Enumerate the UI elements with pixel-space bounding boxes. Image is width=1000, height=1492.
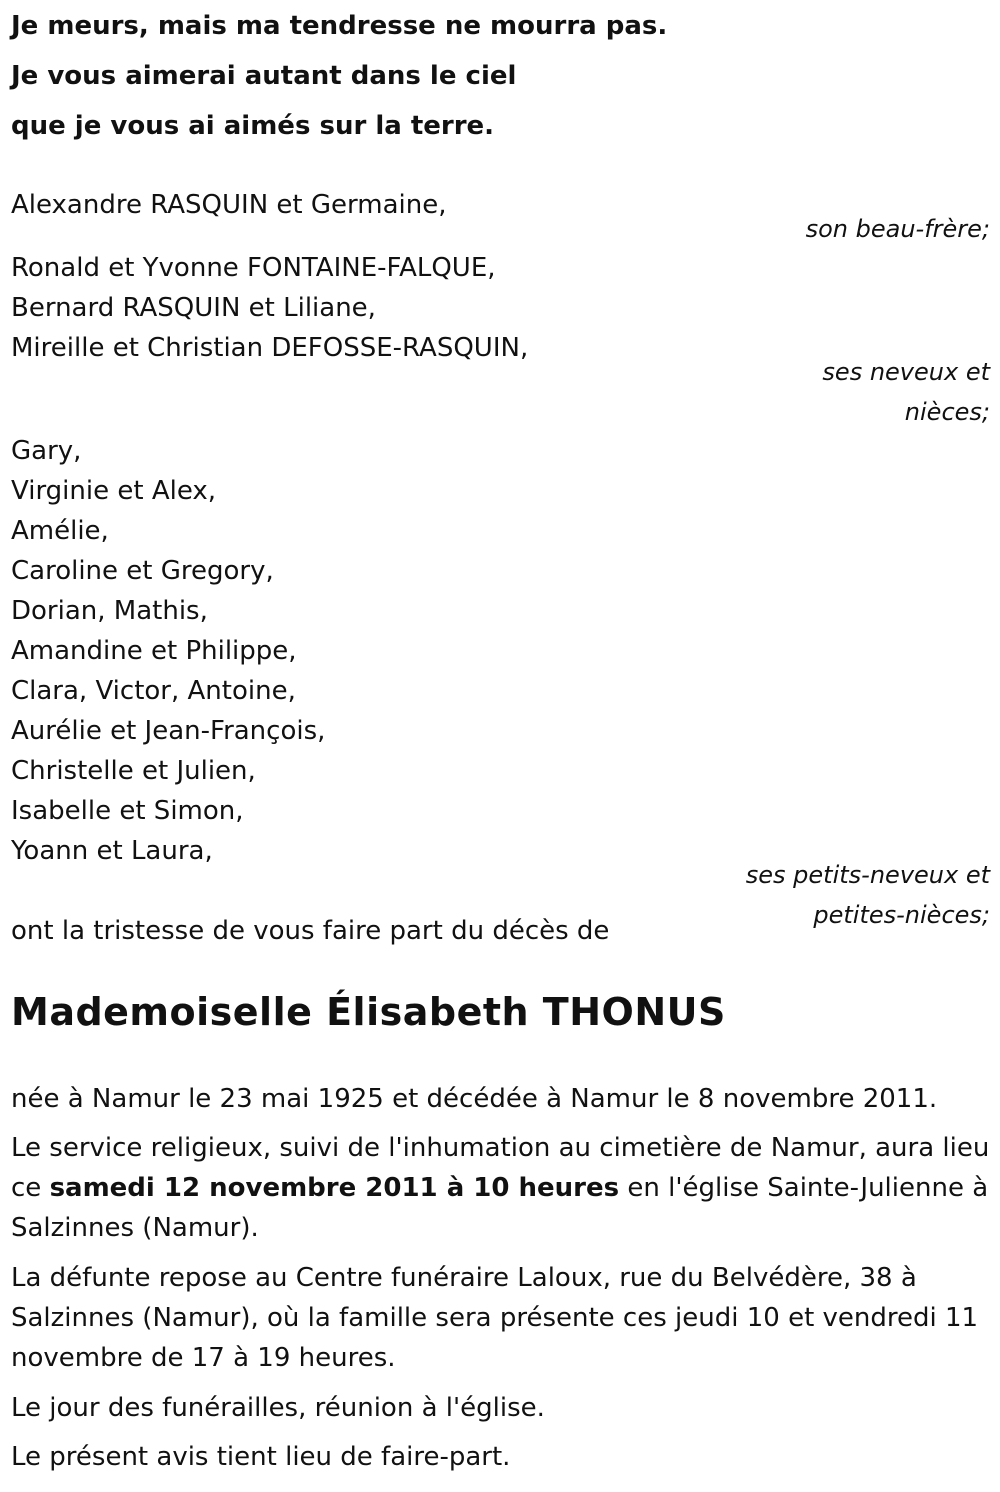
relationship-label: nièces;: [904, 398, 990, 426]
family-name-line: Yoann et Laura,: [11, 836, 213, 866]
family-name-line: Mireille et Christian DEFOSSE-RASQUIN,: [11, 333, 529, 363]
relationship-label: petites-nièces;: [813, 901, 990, 929]
quote-line-2: Je vous aimerai autant dans le ciel: [11, 61, 517, 91]
family-name-line: Clara, Victor, Antoine,: [11, 676, 296, 706]
family-name-line: Isabelle et Simon,: [11, 796, 244, 826]
service-location: en l'église Sainte-Julienne à Salzinnes (Namur).: [11, 1173, 989, 1243]
family-name-line: Amélie,: [11, 516, 109, 546]
relationship-label: ses petits-neveux et: [745, 861, 990, 889]
family-name-line: Dorian, Mathis,: [11, 596, 208, 626]
family-name-line: Amandine et Philippe,: [11, 636, 297, 666]
announcement-text: ont la tristesse de vous faire part du décès de: [11, 916, 610, 946]
family-name-line: Virginie et Alex,: [11, 476, 217, 506]
quote-line-3: que je vous ai aimés sur la terre.: [11, 111, 495, 141]
service-date-time: samedi 12 novembre 2011 à 10 heures: [49, 1173, 620, 1203]
relationship-label: son beau-frère;: [805, 215, 990, 243]
family-name-line: Ronald et Yvonne FONTAINE-FALQUE,: [11, 253, 496, 283]
service-text: Le service religieux, suivi de l'inhumation au cimetière de Namur, aura lieu ce: [11, 1133, 990, 1203]
repose-paragraph: La défunte repose au Centre funéraire Laloux, rue du Belvédère, 38 à Salzinnes (Namur), où la famille sera présente ces jeudi 10 et vendredi 11 novembre de 17 à 19 heures.: [11, 1263, 979, 1373]
family-name-line: Caroline et Gregory,: [11, 556, 274, 586]
notice-paragraph: Le présent avis tient lieu de faire-part.: [11, 1442, 511, 1472]
family-name-line: Bernard RASQUIN et Liliane,: [11, 293, 376, 323]
relationship-label: ses neveux et: [822, 358, 990, 386]
funeral-day-paragraph: Le jour des funérailles, réunion à l'église.: [11, 1393, 545, 1423]
birth-death-paragraph: née à Namur le 23 mai 1925 et décédée à Namur le 8 novembre 2011.: [11, 1084, 938, 1114]
family-name-line: Christelle et Julien,: [11, 756, 256, 786]
family-name-line: Gary,: [11, 436, 82, 466]
service-paragraph: [11, 1128, 991, 1248]
family-name-line: Aurélie et Jean-François,: [11, 716, 326, 746]
family-name-line: Alexandre RASQUIN et Germaine,: [11, 190, 447, 220]
quote-line-1: Je meurs, mais ma tendresse ne mourra pas.: [11, 11, 668, 41]
deceased-name: Mademoiselle Élisabeth THONUS: [11, 990, 726, 1034]
